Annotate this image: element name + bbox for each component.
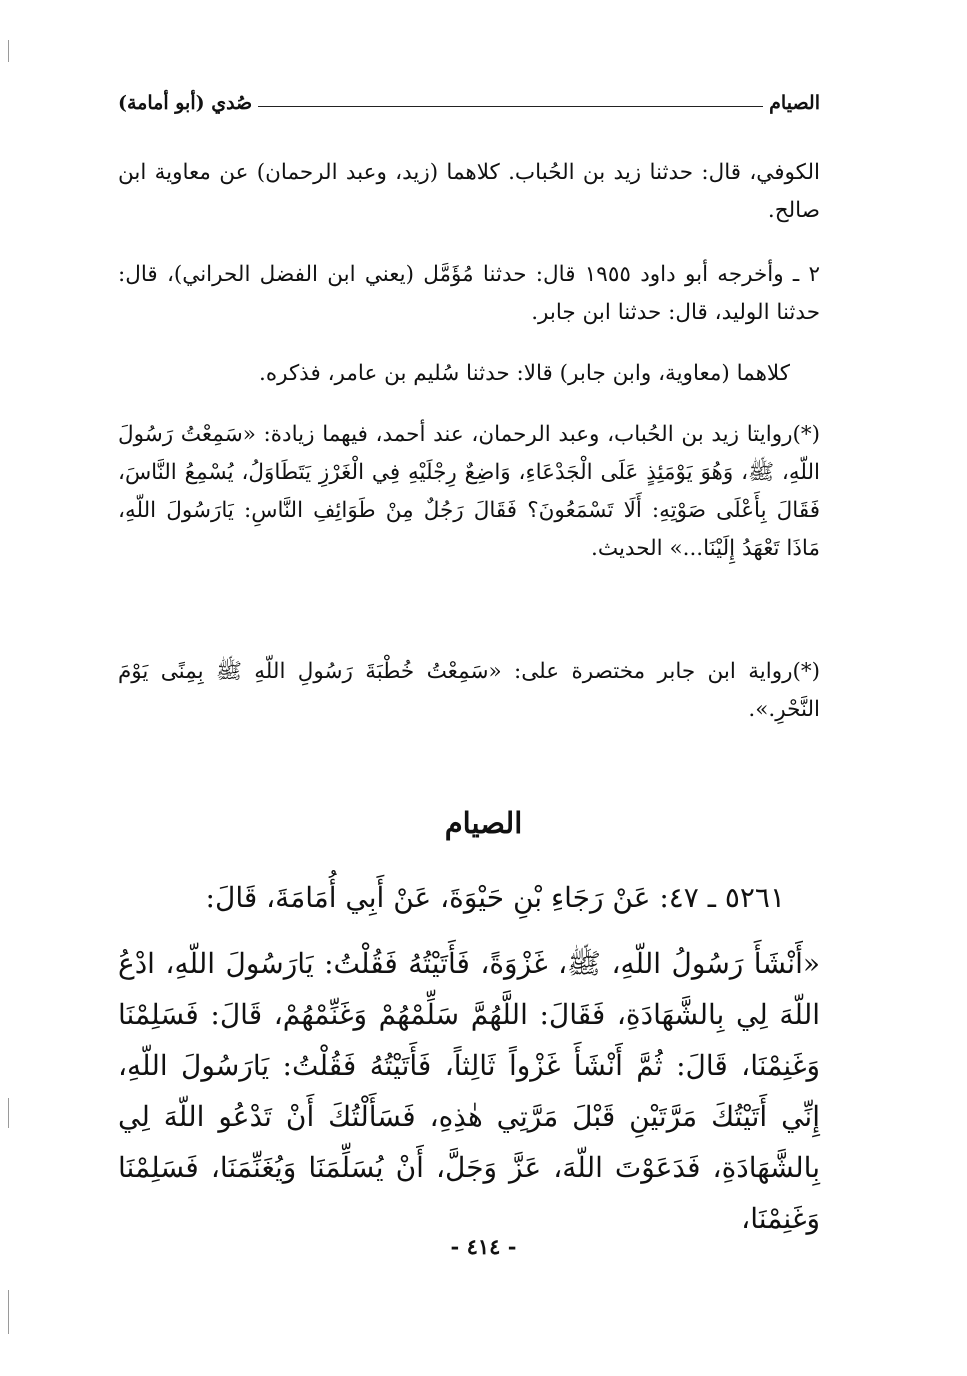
header-chapter-title: الصيام <box>769 92 820 114</box>
running-header <box>118 86 820 114</box>
hadith-text: «أَنْشَأَ رَسُولُ اللّهِ، ﷺ، غَزْوَةً، فَأَتَيْتُهُ فَقُلْتُ: يَارَسُولَ اللّهِ، ادْعُ اللّهَ لِي بِالشَّهَادَةِ، فَقَالَ: اللَّهُمَّ سَلِّمْهُمْ وَغَنِّمْهُمْ، قَالَ: فَسَلِمْنَا وَغَنِمْنَا، قَالَ: ثُمَّ أَنْشَأَ غَزْواً ثَالِثاً، فَأَتَيْتُهُ فَقُلْتُ: يَارَسُولَ اللّهِ، إِنِّي أَتَيْتُكَ مَرَّتَيْنِ قَبْلَ مَرَّتِي هٰذِهِ، فَسَأَلْتُكَ أَنْ تَدْعُو اللّهَ لِي بِالشَّهَادَةِ، فَدَعَوْتَ اللّهَ، عَزَّ وَجَلَّ، أَنْ يُسَلِّمَنَا وَيُغَنِّمَنَا، فَسَلِمْنَا وَغَنِمْنَا، <box>118 947 820 1235</box>
margin-mark-top <box>8 40 9 62</box>
section-title: الصيام <box>444 806 523 840</box>
footnote-paragraph-2: ٢ ـ وأخرجه أبو داود ١٩٥٥ قال: حدثنا مُؤَمَّل (يعني ابن الفضل الحراني)، قال: حدثنا الوليد، قال: حدثنا ابن جابر. <box>118 262 820 325</box>
footnote-paragraph-1: الكوفي، قال: حدثنا زيد بن الحُباب. كلاهما (زيد، وعبد الرحمان) عن معاوية ابن صالح. <box>118 160 820 223</box>
footnote-paragraph-5: (*)رواية ابن جابر مختصرة على: «سَمِعْتُ خُطْبَةَ رَسُولِ اللّهِ ﷺ بِمِنًى يَوْمَ النَّحْرِ.». <box>118 659 820 722</box>
header-rule <box>258 106 763 107</box>
page-number: - ٤١٤ - <box>450 1234 517 1259</box>
hadith-intro: ٥٢٦١ ـ ٤٧: عَنْ رَجَاءِ بْنِ حَيْوَةَ، عَنْ أَبِي أُمَامَةَ، قَالَ: <box>205 881 785 914</box>
footnote-paragraph-3: كلاهما (معاوية، وابن جابر) قالا: حدثنا سُليم بن عامر، فذكره. <box>258 361 790 386</box>
footnote-paragraph-4: (*)روايتا زيد بن الحُباب، وعبد الرحمان، عند أحمد، فيهما زيادة: «سَمِعْتُ رَسُولَ اللّهِ، ﷺ، وَهُوَ يَوْمَئِذٍ عَلَى الْجَدْعَاءِ، وَاضِعٌ رِجْلَيْهِ فِي الْغَرْزِ يَتَطَاوَلُ، يُسْمِعُ النَّاسَ، فَقَالَ بِأَعْلَى صَوْتِهِ: أَلَا تَسْمَعُونَ؟ فَقَالَ رَجُلٌ مِنْ طَوَائِفِ النَّاسِ: يَارَسُولَ اللّهِ، مَاذَا تَعْهَدُ إِلَيْنَا...» الحديث. <box>118 422 820 561</box>
header-narrator-title: صُدي (أبو أمامة) <box>118 92 253 114</box>
margin-mark-bottom <box>8 1290 9 1334</box>
margin-mark-middle <box>8 1098 9 1128</box>
